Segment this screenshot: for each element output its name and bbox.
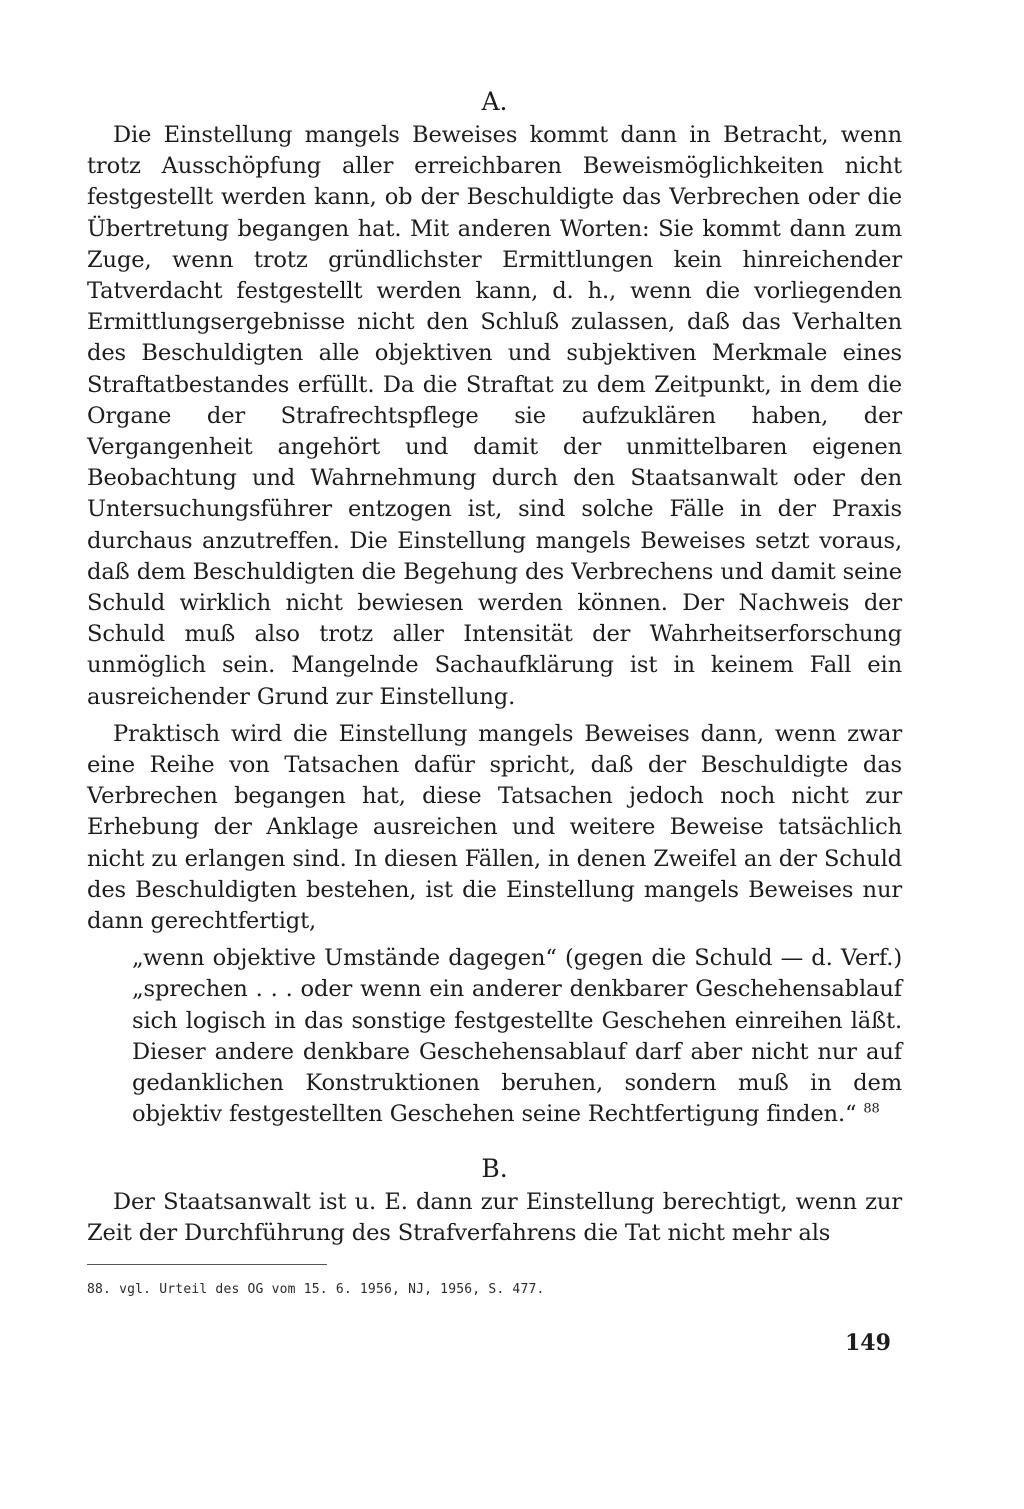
footnote: 88. vgl. Urteil des OG vom 15. 6. 1956, NJ, 1956, S. 477. — [87, 1282, 545, 1297]
page-body — [87, 86, 902, 1249]
page-number: 149 — [845, 1330, 891, 1356]
paragraph-a1: Die Einstellung mangels Beweises kommt dann in Betracht, wenn trotz Ausschöpfung aller erreichbaren Beweismöglichkeiten nicht festgestellt werden kann, ob der Beschuldigte das Verbrechen oder die Übertretung begangen hat. Mit anderen Worten: Sie kommt dann zum Zuge, wenn trotz gründlichster Ermittlungen kein hinreichender Tatverdacht festgestellt werden kann, d. h., wenn die vorliegenden Ermittlungsergebnisse nicht den Schluß zulassen, daß das Verhalten des Beschuldigten alle objektiven und subjektiven Merkmale eines Straftatbestandes erfüllt. Da die Straftat zu dem Zeitpunkt, in dem die Organe der Strafrechtspflege sie aufzuklären haben, der Vergangenheit angehört und damit der unmittelbaren eigenen Beobachtung und Wahrnehmung durch den Staatsanwalt oder den Untersuchungsführer entzogen ist, sind solche Fälle in der Praxis durchaus anzutreffen. Die Einstellung mangels Beweises setzt voraus, daß dem Beschuldigten die Begehung des Verbrechens und damit seine Schuld wirklich nicht bewiesen werden können. Der Nachweis der Schuld muß also trotz aller Intensität der Wahrheitserforschung unmöglich sein. Mangelnde Sachaufklärung ist in keinem Fall ein ausreichender Grund zur Einstellung. — [87, 122, 902, 710]
paragraph-a2: Praktisch wird die Einstellung mangels Beweises dann, wenn zwar eine Reihe von Tatsachen dafür spricht, daß der Beschuldigte das Verbrechen begangen hat, diese Tatsachen jedoch noch nicht zur Erhebung der Anklage ausreichen und weitere Beweise tatsächlich nicht zu erlangen sind. In diesen Fällen, in denen Zweifel an der Schuld des Beschuldigten bestehen, ist die Einstellung mangels Beweises nur dann gerechtfertigt, — [87, 720, 902, 935]
section-heading-b: B. — [481, 1153, 508, 1183]
block-quote — [132, 943, 902, 1130]
paragraph-b1: Der Staatsanwalt ist u. E. dann zur Einstellung berechtigt, wenn zur Zeit der Durchführung des Strafverfahrens die Tat nicht mehr als — [87, 1188, 902, 1246]
footnote-divider — [87, 1264, 327, 1265]
footnote-reference[interactable]: 88 — [863, 1101, 880, 1117]
quote-text: „wenn objektive Umstände dagegen“ (gegen die Schuld — d. Verf.) „sprechen . . . oder wenn ein anderer denkbarer Geschehensablauf sich logisch in das sonstige festgestellte Geschehen einreihen läßt. Dieser andere denkbare Geschehensablauf darf aber nicht nur auf gedanklichen Konstruktionen beruhen, sondern muß in dem objektiv festgestellten Geschehen seine Rechtfertigung finden.“ — [132, 945, 902, 1128]
section-heading-a: A. — [481, 87, 508, 116]
